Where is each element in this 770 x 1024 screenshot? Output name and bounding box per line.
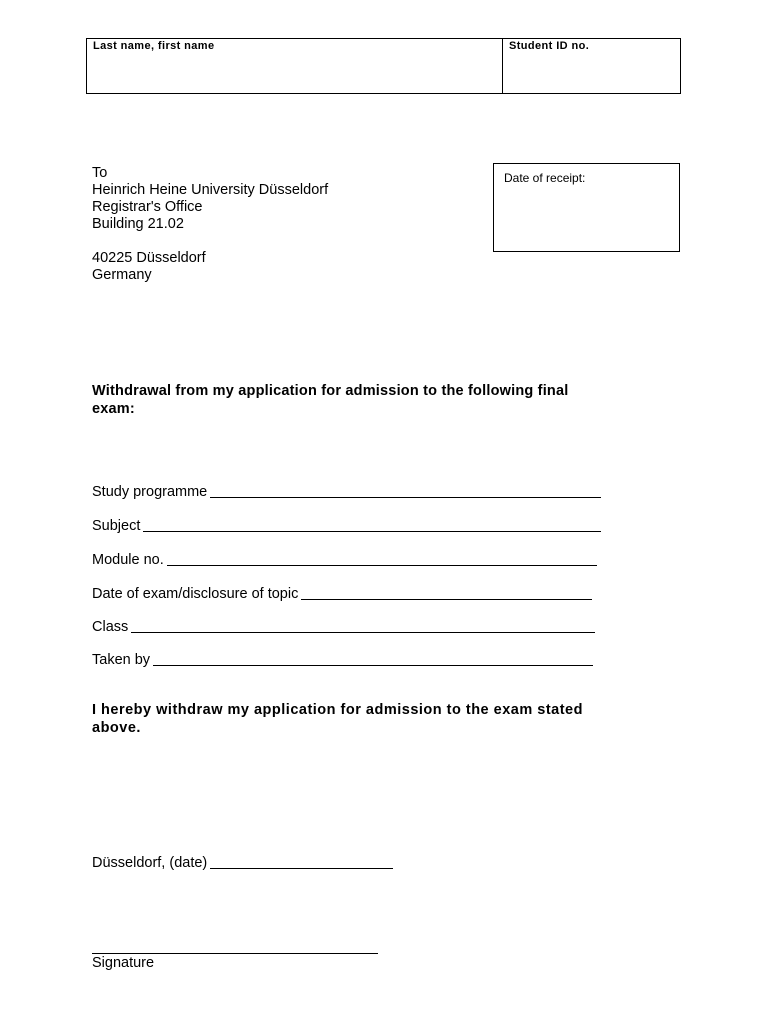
header-divider <box>502 38 503 94</box>
signature-line[interactable] <box>92 953 378 954</box>
class-label: Class <box>92 619 129 635</box>
class-field[interactable] <box>92 618 595 636</box>
address-line: 40225 Düsseldorf <box>92 250 206 266</box>
address-line: Germany <box>92 267 152 283</box>
study-programme-label: Study programme <box>92 484 208 500</box>
receipt-label: Date of receipt: <box>504 171 586 185</box>
study-programme-field[interactable] <box>92 483 601 501</box>
name-field-label: Last name, first name <box>93 40 215 52</box>
place-date-line[interactable] <box>210 868 393 869</box>
date-exam-line[interactable] <box>301 599 592 600</box>
taken-by-label: Taken by <box>92 652 151 668</box>
declaration-text: I hereby withdraw my application for admission to the exam stated above. <box>92 702 583 736</box>
subject-line[interactable] <box>143 531 601 532</box>
module-no-line[interactable] <box>167 565 597 566</box>
subject-label: Subject <box>92 518 141 534</box>
withdrawal-heading: Withdrawal from my application for admission to the following final exam: <box>92 383 569 417</box>
signature-label: Signature <box>92 955 155 971</box>
address-line: Building 21.02 <box>92 216 184 232</box>
date-exam-field[interactable] <box>92 585 592 603</box>
study-programme-line[interactable] <box>210 497 601 498</box>
taken-by-field[interactable] <box>92 651 593 669</box>
place-date-field[interactable] <box>92 854 393 872</box>
date-exam-label: Date of exam/disclosure of topic <box>92 586 299 602</box>
address-line: Heinrich Heine University Düsseldorf <box>92 182 329 198</box>
place-date-label: Düsseldorf, (date) <box>92 855 208 871</box>
module-no-field[interactable] <box>92 551 597 569</box>
student-id-field-label: Student ID no. <box>509 40 590 52</box>
address-line: To <box>92 165 108 181</box>
address-line: Registrar's Office <box>92 199 203 215</box>
module-no-label: Module no. <box>92 552 164 568</box>
recipient-address <box>92 165 328 284</box>
class-line[interactable] <box>131 632 595 633</box>
address-spacer <box>92 233 328 250</box>
subject-field[interactable] <box>92 517 601 535</box>
taken-by-line[interactable] <box>153 665 593 666</box>
